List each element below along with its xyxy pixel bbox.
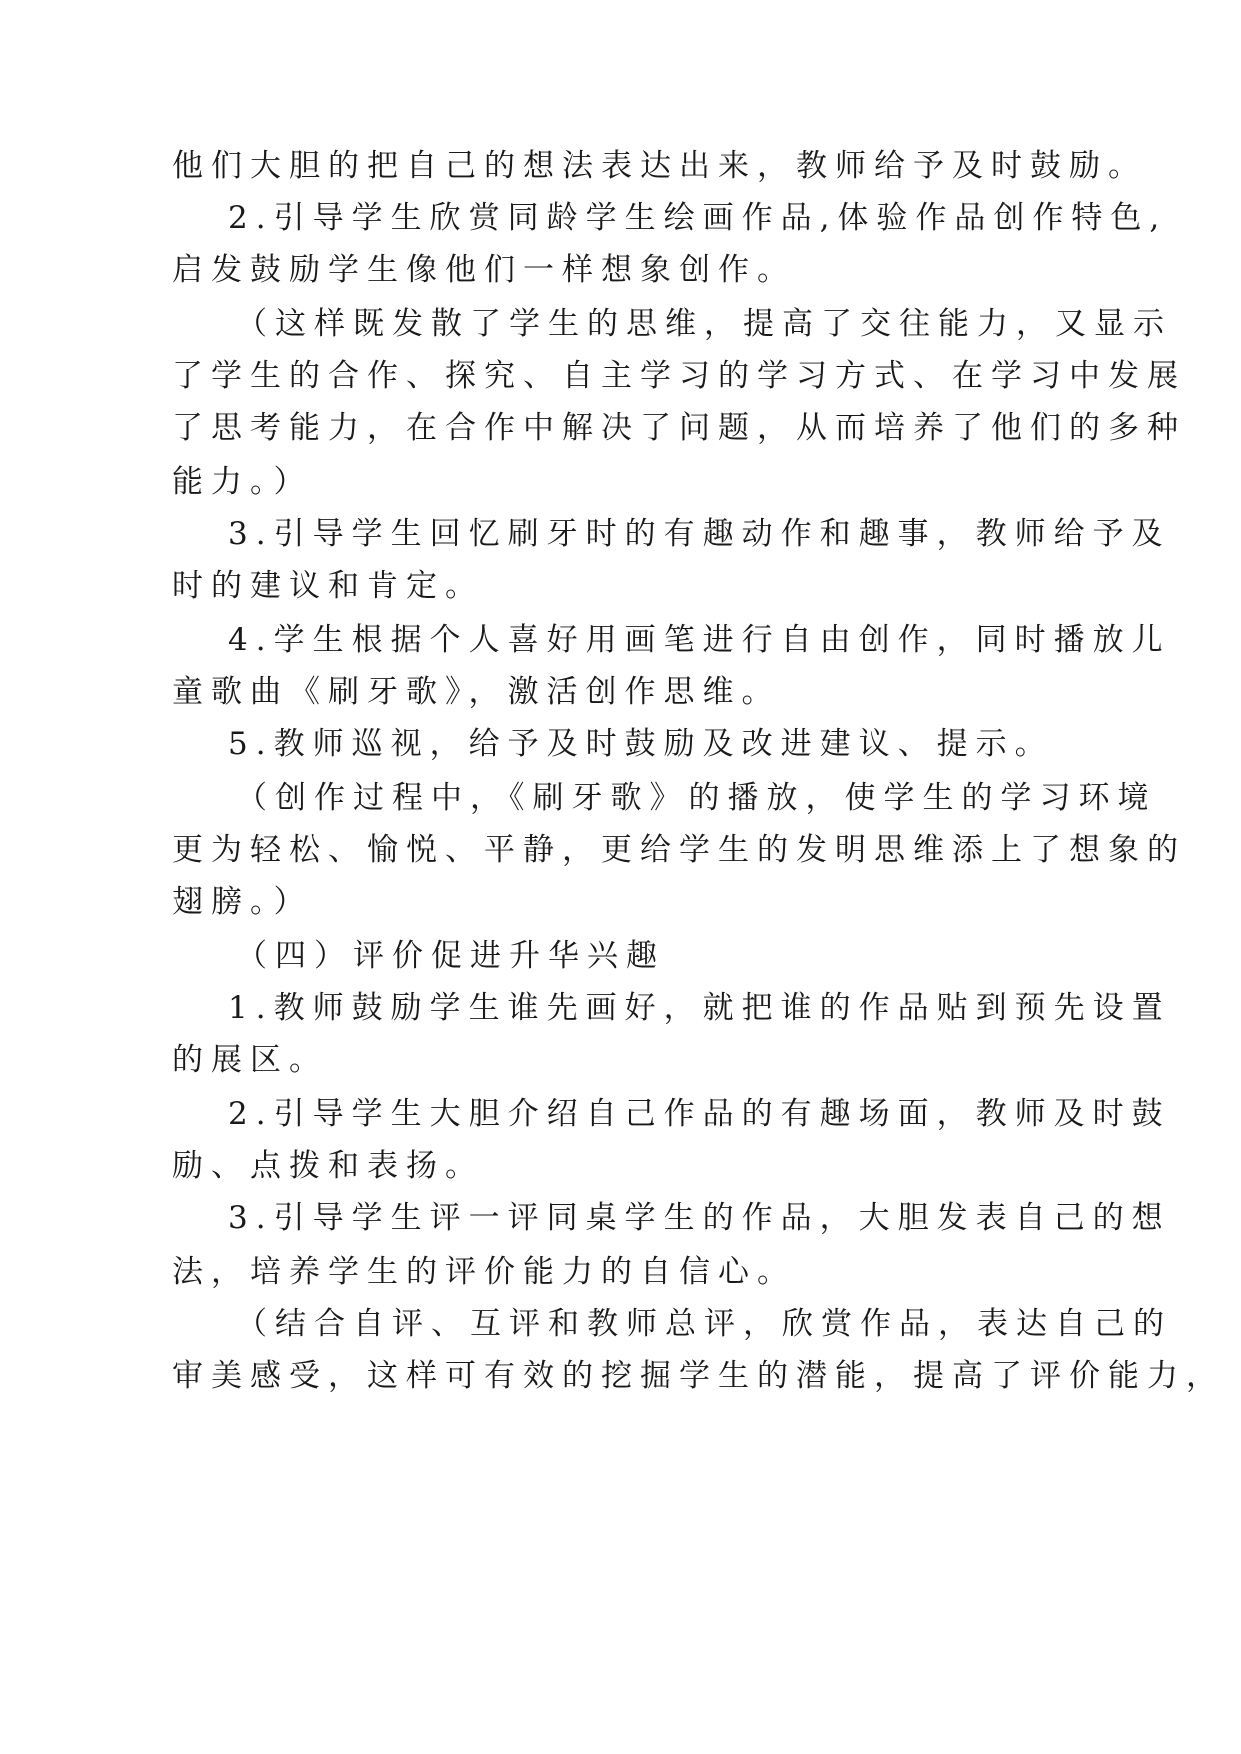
text-line: （结合自评、互评和教师总评，欣赏作品，表达自己的 — [236, 1306, 1172, 1342]
text-line: （创作过程中，《刷牙歌》的播放，使学生的学习环境 — [236, 780, 1157, 816]
text-line: 法，培养学生的评价能力的自信心。 — [172, 1254, 796, 1290]
text-line: 2.引导学生大胆介绍自己作品的有趣场面，教师及时鼓 — [228, 1096, 1171, 1132]
text-line: 4.学生根据个人喜好用画笔进行自由创作，同时播放儿 — [228, 622, 1171, 658]
text-line: 了学生的合作、探究、自主学习的学习方式、在学习中发展 — [172, 358, 1186, 394]
text-line: 翅膀。） — [172, 884, 313, 920]
text-line: 启发鼓励学生像他们一样想象创作。 — [172, 252, 796, 288]
text-line: 审美感受，这样可有效的挖掘学生的潜能，提高了评价能力， — [172, 1358, 1225, 1394]
text-line: （这样既发散了学生的思维，提高了交往能力，又显示 — [236, 306, 1172, 342]
text-line: 的展区。 — [172, 1042, 328, 1078]
text-line: 更为轻松、愉悦、平静，更给学生的发明思维添上了想象的 — [172, 832, 1186, 868]
section-heading: （四）评价促进升华兴趣 — [236, 938, 665, 974]
text-line: 3.引导学生回忆刷牙时的有趣动作和趣事，教师给予及 — [228, 516, 1171, 552]
text-line: 了思考能力，在合作中解决了问题，从而培养了他们的多种 — [172, 410, 1186, 446]
text-line: 能力。） — [172, 464, 313, 500]
text-line: 1.教师鼓励学生谁先画好，就把谁的作品贴到预先设置 — [228, 990, 1171, 1026]
text-line: 时的建议和肯定。 — [172, 568, 484, 604]
text-line: 励、点拨和表扬。 — [172, 1148, 484, 1184]
text-line: 3.引导学生评一评同桌学生的作品，大胆发表自己的想 — [228, 1200, 1171, 1236]
text-line: 童歌曲《刷牙歌》，激活创作思维。 — [172, 674, 781, 710]
text-line: 2.引导学生欣赏同龄学生绘画作品,体验作品创作特色, — [228, 200, 1168, 236]
text-line: 5.教师巡视，给予及时鼓励及改进建议、提示。 — [228, 726, 1054, 762]
text-line: 他们大胆的把自己的想法表达出来，教师给予及时鼓励。 — [172, 148, 1147, 184]
